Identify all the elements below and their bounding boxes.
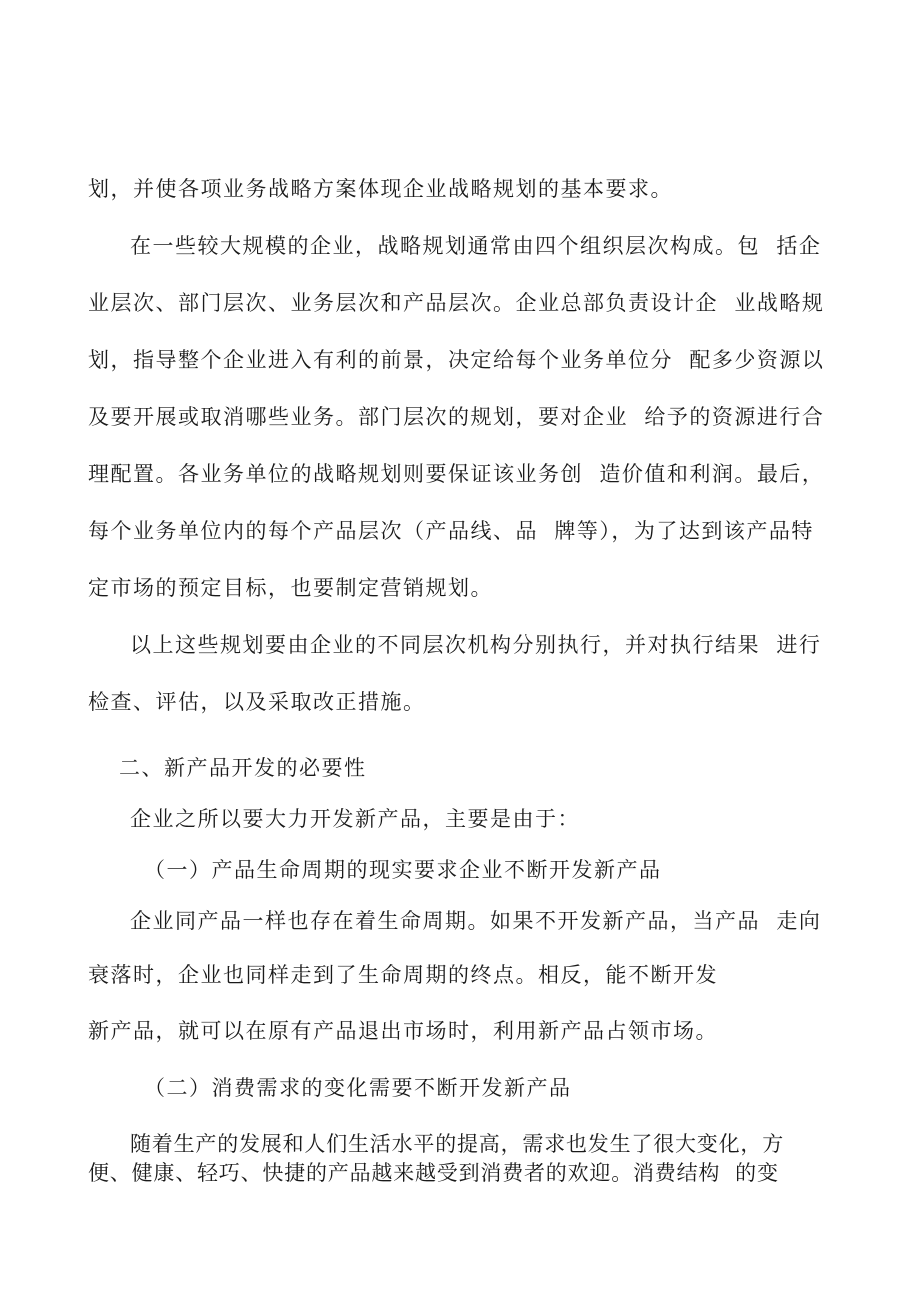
paragraph-line: 企业同产品一样也存在着生命周期。如果不开发新产品，当产品 走向 [130, 909, 822, 933]
paragraph-line: 在一些较大规模的企业，战略规划通常由四个组织层次构成。包 括企 [130, 234, 822, 258]
section-heading: 二、新产品开发的必要性 [119, 756, 367, 780]
paragraph-line: 随着生产的发展和人们生活水平的提高，需求也发生了很大变化，方 [130, 1132, 784, 1156]
paragraph-line: 便、健康、轻巧、快捷的产品越来越受到消费者的欢迎。消费结构 的变 [88, 1161, 779, 1185]
paragraph-line: 理配置。各业务单位的战略规划则要保证该业务创 造价值和利润。最后， [88, 462, 825, 486]
subsection-heading: （一）产品生命周期的现实要求企业不断开发新产品 [144, 858, 662, 882]
paragraph-line: 企业之所以要大力开发新产品，主要是由于： [130, 807, 580, 831]
paragraph-line: 划，并使各项业务战略方案体现企业战略规划的基本要求。 [88, 177, 673, 201]
paragraph-line: 检查、评估，以及采取改正措施。 [88, 690, 426, 714]
paragraph-line: 及要开展或取消哪些业务。部门层次的规划，要对企业 给予的资源进行合 [88, 405, 825, 429]
paragraph-line: 业层次、部门层次、业务层次和产品层次。企业总部负责设计企 业战略规 [88, 291, 825, 315]
paragraph-line: 每个业务单位内的每个产品层次（产品线、品 牌等），为了达到该产品特 [88, 519, 814, 543]
paragraph-line: 定市场的预定目标，也要制定营销规划。 [88, 576, 493, 600]
paragraph-line: 新产品，就可以在原有产品退出市场时，利用新产品占领市场。 [88, 1019, 718, 1043]
paragraph-line: 以上这些规划要由企业的不同层次机构分别执行，并对执行结果 进行 [130, 633, 822, 657]
paragraph-line: 衰落时，企业也同样走到了生命周期的终点。相反，能不断开发 [88, 963, 718, 987]
paragraph-line: 划，指导整个企业进入有利的前景，决定给每个业务单位分 配多少资源以 [88, 348, 825, 372]
subsection-heading: （二）消费需求的变化需要不断开发新产品 [144, 1076, 572, 1100]
